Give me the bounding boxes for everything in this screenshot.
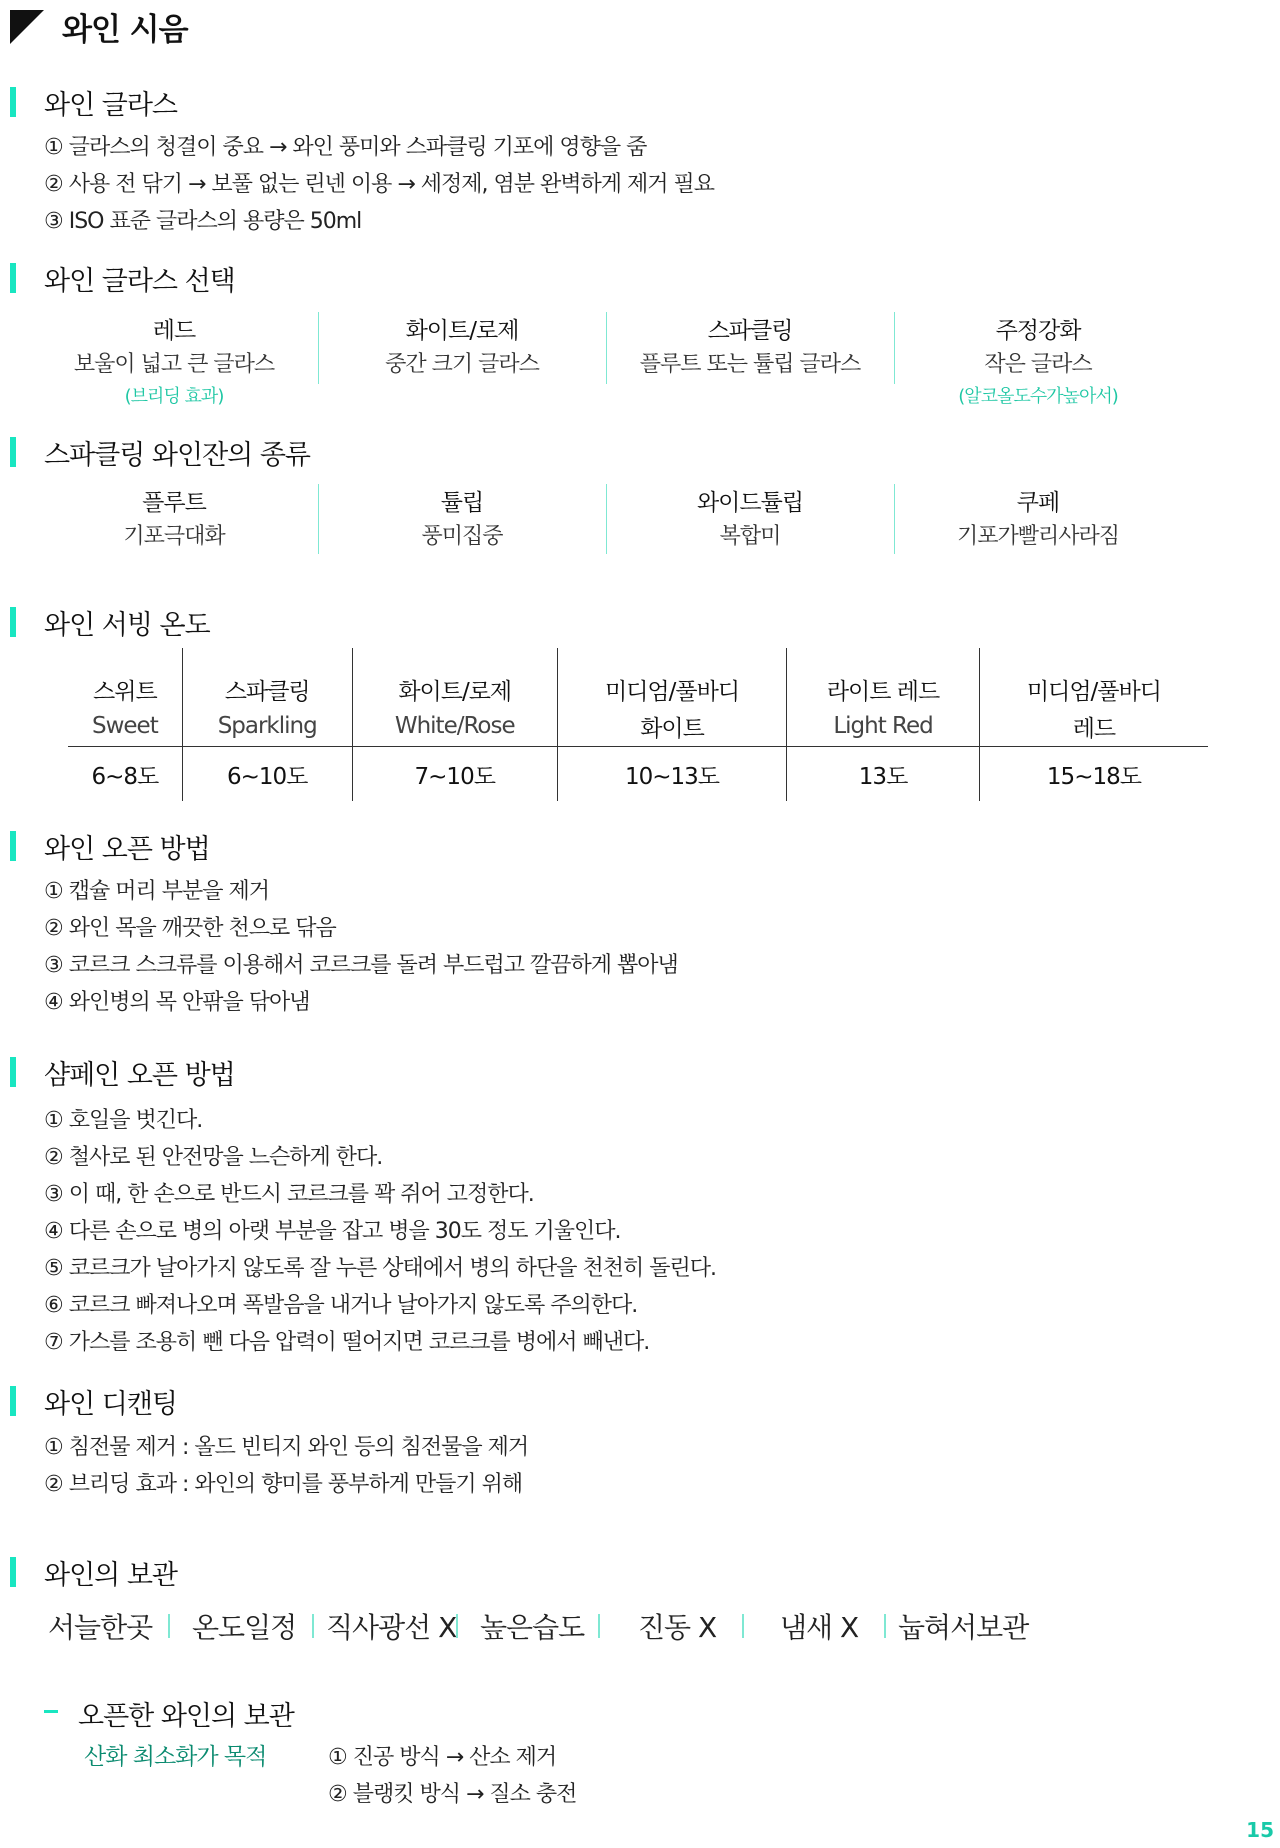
section-heading: 와인 글라스 선택 <box>44 265 235 297</box>
storage-item-odor: 냄새 X <box>780 1611 859 1644</box>
sparkling-desc: 기포가빨리사라짐 <box>956 524 1120 549</box>
storage-divider <box>168 1614 170 1638</box>
opened-wine-purpose: 산화 최소화가 목적 <box>84 1744 267 1770</box>
storage-item-humidity: 높은습도 <box>480 1611 585 1644</box>
glass-line-1: ① 글라스의 청결이 중요 → 와인 풍미와 스파클링 기포에 영향을 줌 <box>44 135 647 160</box>
glass-line-2: ② 사용 전 닦기 → 보풀 없는 린넨 이용 → 세정제, 염분 완벽하게 제거 필요 <box>44 172 715 197</box>
table-cell: 6~10도 <box>182 747 352 802</box>
storage-divider <box>742 1614 744 1638</box>
selection-item-white <box>318 312 606 384</box>
sparkling-item-coupe <box>894 484 1182 554</box>
table-cell: 7~10도 <box>352 747 557 802</box>
selection-note: (알코올도수가높아서) <box>958 386 1118 407</box>
table-cell: 6~8도 <box>91 763 159 790</box>
section-heading: 와인 디캔팅 <box>44 1388 177 1420</box>
section-glass-selection <box>10 260 235 296</box>
selection-note: (브리딩 효과) <box>124 386 224 407</box>
selection-item-fortified <box>894 312 1182 407</box>
section-heading: 와인 글라스 <box>44 89 177 121</box>
section-storage <box>10 1554 177 1590</box>
table-cell: 화이트 <box>557 706 786 747</box>
sparkling-desc: 풍미집중 <box>421 524 503 549</box>
storage-item-sunlight: 직사광선 X <box>326 1611 457 1644</box>
table-cell: 미디엄/풀바디 <box>557 648 786 706</box>
section-bar <box>10 831 16 861</box>
section-wine-opening <box>10 828 210 864</box>
sparkling-name: 쿠페 <box>1016 490 1060 516</box>
table-cell: Sparkling <box>182 706 352 747</box>
selection-name: 주정강화 <box>995 318 1081 344</box>
section-heading: 와인 오픈 방법 <box>44 833 210 865</box>
champagne-line-1: ① 호일을 벗긴다. <box>44 1108 203 1133</box>
section-heading: 와인의 보관 <box>44 1559 177 1591</box>
table-row-subtitles <box>68 706 1208 747</box>
table-cell: 스위트 <box>93 679 157 705</box>
selection-name: 화이트/로제 <box>405 318 519 344</box>
table-cell: 10~13도 <box>557 747 786 802</box>
page-title: 와인 시음 <box>62 12 188 48</box>
glass-selection-grid <box>30 312 1182 407</box>
opened-method-2: ② 블랭킷 방식 → 질소 충전 <box>328 1782 577 1807</box>
sparkling-item-tulip <box>318 484 606 554</box>
section-bar <box>10 607 16 637</box>
sparkling-glass-grid <box>30 484 1182 554</box>
selection-item-sparkling <box>606 312 894 384</box>
selection-name: 스파클링 <box>707 318 793 344</box>
section-heading: 와인 서빙 온도 <box>44 609 210 641</box>
page-number: 15 <box>1246 1818 1274 1842</box>
section-bar <box>10 1557 16 1587</box>
table-cell: 화이트/로제 <box>352 648 557 706</box>
table-row-temperatures <box>68 747 1208 802</box>
table-cell: 13도 <box>787 747 980 802</box>
opened-wine-heading: 오픈한 와인의 보관 <box>78 1701 294 1732</box>
champagne-line-6: ⑥ 코르크 빠져나오며 폭발음을 내거나 날아가지 않도록 주의한다. <box>44 1293 638 1318</box>
champagne-line-2: ② 철사로 된 안전망을 느슨하게 한다. <box>44 1145 383 1170</box>
open-line-1: ① 캡슐 머리 부분을 제거 <box>44 879 269 904</box>
section-sparkling-glass <box>10 434 310 470</box>
section-champagne-opening <box>10 1054 235 1090</box>
sparkling-item-wide-tulip <box>606 484 894 554</box>
selection-desc: 중간 크기 글라스 <box>385 352 539 377</box>
storage-item-vibration: 진동 X <box>638 1611 717 1644</box>
section-serving-temperature <box>10 604 210 640</box>
section-bar <box>10 1386 16 1416</box>
table-cell: 15~18도 <box>979 747 1208 802</box>
champagne-line-4: ④ 다른 손으로 병의 아랫 부분을 잡고 병을 30도 정도 기울인다. <box>44 1219 621 1244</box>
storage-divider <box>456 1614 458 1638</box>
champagne-line-3: ③ 이 때, 한 손으로 반드시 코르크를 꽉 쥐어 고정한다. <box>44 1182 534 1207</box>
table-cell: 스파클링 <box>182 648 352 706</box>
decanting-line-1: ① 침전물 제거 : 올드 빈티지 와인 등의 침전물을 제거 <box>44 1435 529 1460</box>
sparkling-name: 플루트 <box>142 490 206 516</box>
section-heading: 스파클링 와인잔의 종류 <box>44 439 310 471</box>
sparkling-name: 와이드튤립 <box>696 490 804 516</box>
section-bar <box>10 263 16 293</box>
section-bar <box>10 437 16 467</box>
section-bar <box>10 87 16 117</box>
decanting-line-2: ② 브리딩 효과 : 와인의 향미를 풍부하게 만들기 위해 <box>44 1472 523 1497</box>
table-row-names <box>68 648 1208 706</box>
table-cell: Light Red <box>787 706 980 747</box>
selection-desc: 플루트 또는 튤립 글라스 <box>639 352 861 377</box>
section-decanting <box>10 1383 177 1419</box>
sparkling-name: 튤립 <box>440 490 484 516</box>
table-cell: 레드 <box>979 706 1208 747</box>
storage-divider <box>884 1614 886 1638</box>
table-cell: Sweet <box>68 706 182 747</box>
sparkling-item-flute <box>30 484 318 554</box>
selection-name: 레드 <box>152 318 196 344</box>
title-corner-mark <box>10 10 44 44</box>
table-cell: 라이트 레드 <box>787 648 980 706</box>
table-cell: 미디엄/풀바디 <box>979 648 1208 706</box>
sparkling-desc: 복합미 <box>719 524 781 549</box>
selection-desc: 작은 글라스 <box>984 352 1092 377</box>
section-bar <box>10 1057 16 1087</box>
subsection-dash <box>44 1710 58 1713</box>
storage-divider <box>312 1614 314 1638</box>
selection-desc: 보울이 넓고 큰 글라스 <box>73 352 275 377</box>
opened-method-1: ① 진공 방식 → 산소 제거 <box>328 1745 557 1770</box>
section-heading: 샴페인 오픈 방법 <box>44 1059 235 1091</box>
open-line-2: ② 와인 목을 깨끗한 천으로 닦음 <box>44 916 336 941</box>
storage-item-lay-down: 눕혀서보관 <box>898 1611 1029 1644</box>
sparkling-desc: 기포극대화 <box>123 524 225 549</box>
open-line-3: ③ 코르크 스크류를 이용해서 코르크를 돌려 부드럽고 깔끔하게 뽑아냄 <box>44 953 678 978</box>
champagne-line-7: ⑦ 가스를 조용히 뺀 다음 압력이 떨어지면 코르크를 병에서 빼낸다. <box>44 1330 650 1355</box>
storage-item-cool: 서늘한곳 <box>48 1611 153 1644</box>
serving-temperature-table <box>68 648 1208 801</box>
open-line-4: ④ 와인병의 목 안팎을 닦아냄 <box>44 990 310 1015</box>
storage-item-temperature: 온도일정 <box>192 1611 297 1644</box>
glass-line-3: ③ ISO 표준 글라스의 용량은 50ml <box>44 209 362 234</box>
champagne-line-5: ⑤ 코르크가 날아가지 않도록 잘 누른 상태에서 병의 하단을 천천히 돌린다. <box>44 1256 716 1281</box>
selection-item-red <box>30 312 318 407</box>
storage-divider <box>598 1614 600 1638</box>
section-wine-glass <box>10 84 177 120</box>
table-cell: White/Rose <box>352 706 557 747</box>
